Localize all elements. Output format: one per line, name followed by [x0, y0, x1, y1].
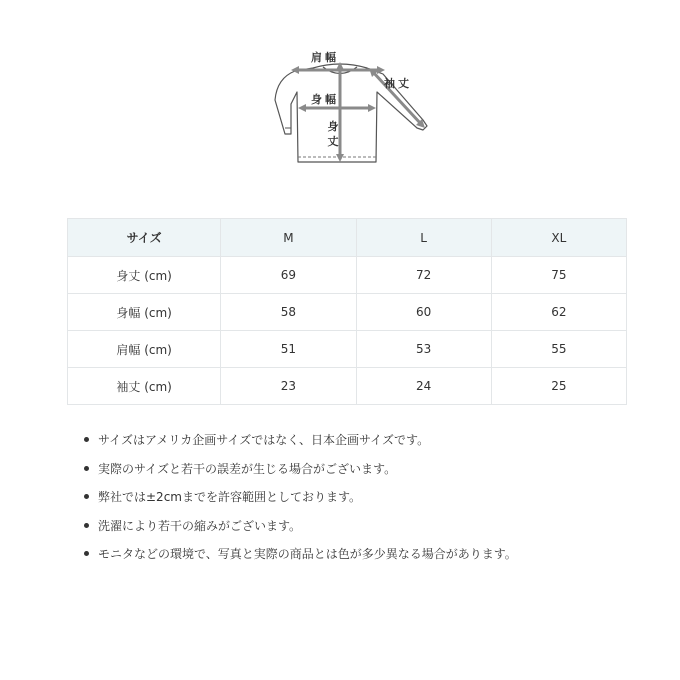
- cell-value: 55: [491, 331, 626, 368]
- cell-value: 53: [356, 331, 491, 368]
- cell-value: 75: [491, 257, 626, 294]
- note-text: サイズはアメリカ企画サイズではなく、日本企画サイズです。: [98, 433, 430, 447]
- cell-value: 62: [491, 294, 626, 331]
- row-label: 袖丈 (cm): [68, 368, 221, 405]
- bullet-icon: [84, 437, 89, 442]
- header-size-xl: XL: [491, 219, 626, 257]
- bullet-icon: [84, 466, 89, 471]
- size-table: [67, 218, 627, 405]
- header-size-m: M: [221, 219, 356, 257]
- header-size-l: L: [356, 219, 491, 257]
- note-text: モニタなどの環境で、写真と実際の商品とは色が多少異なる場合があります。: [98, 547, 517, 561]
- table-header-row: [68, 219, 627, 257]
- list-item: [80, 428, 517, 457]
- cell-value: 69: [221, 257, 356, 294]
- list-item: [80, 514, 517, 543]
- bullet-icon: [84, 551, 89, 556]
- cell-value: 51: [221, 331, 356, 368]
- shirt-illustration: [255, 40, 445, 180]
- table-row: [68, 331, 627, 368]
- note-text: 洗濯により若干の縮みがございます。: [98, 518, 302, 533]
- cell-value: 60: [356, 294, 491, 331]
- shoulder-width-label: 肩幅: [311, 51, 339, 64]
- header-size-label: サイズ: [68, 219, 221, 257]
- row-label: 身幅 (cm): [68, 294, 221, 331]
- cell-value: 23: [221, 368, 356, 405]
- row-label: 肩幅 (cm): [68, 331, 221, 368]
- list-item: [80, 542, 517, 571]
- table-row: [68, 368, 627, 405]
- note-text: 弊社では±2cmまでを許容範囲としております。: [98, 490, 362, 504]
- bullet-icon: [84, 523, 89, 528]
- body-width-label: 身幅: [311, 93, 339, 106]
- list-item: [80, 485, 517, 514]
- table-row: [68, 257, 627, 294]
- row-label: 身丈 (cm): [68, 257, 221, 294]
- size-diagram: [255, 40, 445, 180]
- cell-value: 58: [221, 294, 356, 331]
- cell-value: 72: [356, 257, 491, 294]
- body-length-label: 身丈: [327, 120, 339, 148]
- cell-value: 24: [356, 368, 491, 405]
- bullet-icon: [84, 494, 89, 499]
- notes-list: [80, 428, 517, 571]
- note-text: 実際のサイズと若干の誤差が生じる場合がございます。: [98, 461, 397, 476]
- table-row: [68, 294, 627, 331]
- sleeve-length-label: 袖丈: [384, 77, 412, 90]
- cell-value: 25: [491, 368, 626, 405]
- list-item: [80, 457, 517, 486]
